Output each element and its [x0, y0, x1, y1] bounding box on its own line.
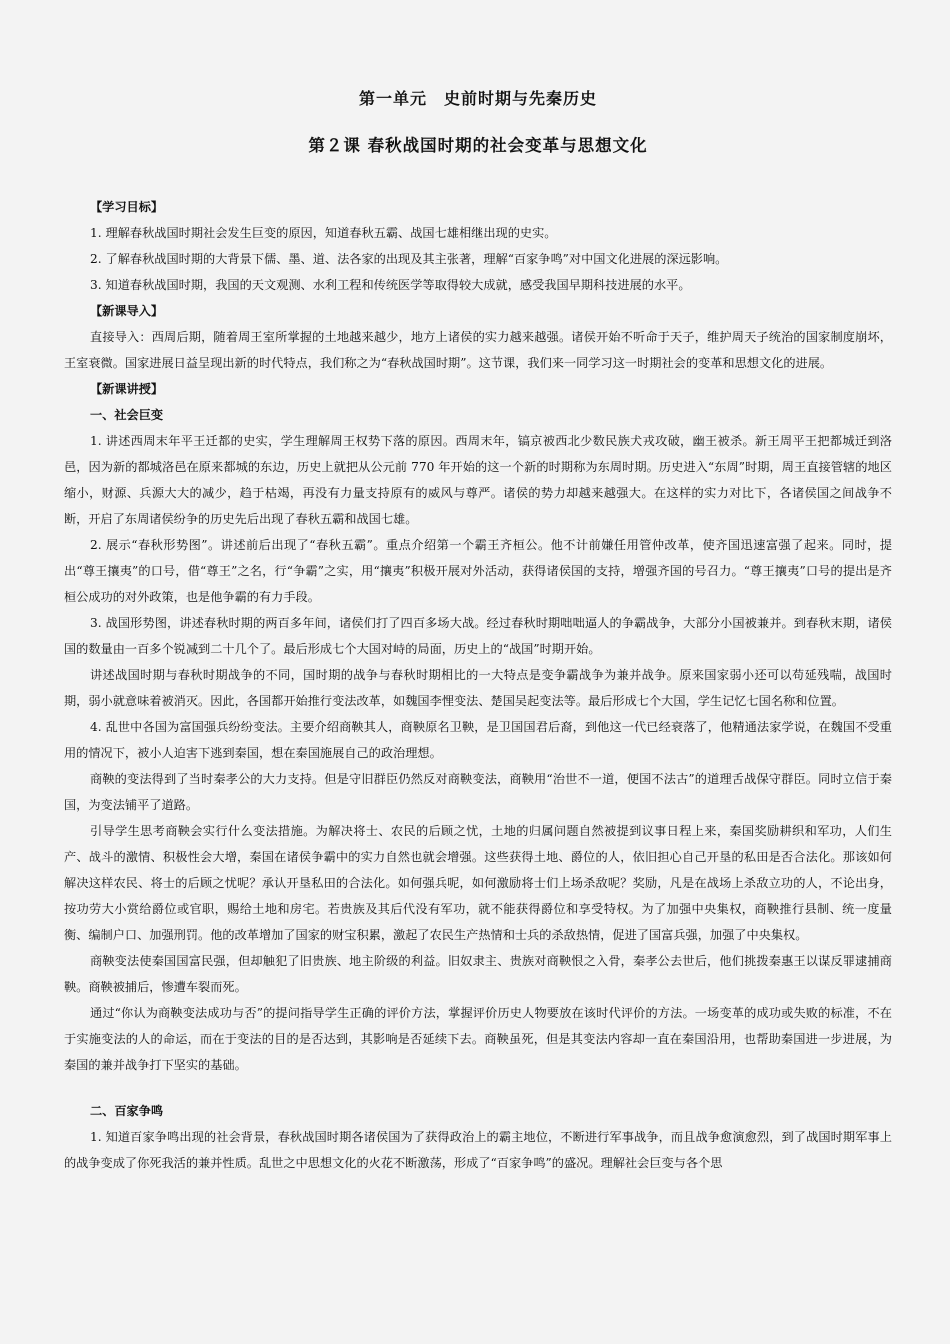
lesson-content: [64, 194, 892, 1176]
body-paragraph: 1. 讲述西周末年平王迁都的史实，学生理解周王权势下落的原因。西周末年，镐京被西北少数民族犬戎攻破，幽王被杀。新王周平王把都城迁到洛邑，因为新的都城洛邑在原来都城的东边，历史上就把从公元前 770 年开始的这一个新的时期称为东周时期。历史进入“东周”时期，周王直接管辖的地区缩小，财源、兵源大大的减少，趋于枯竭，再没有力量支持原有的威风与尊严。诸侯的势力却越来越强大。在这样的实力对比下，各诸侯国之间战争不断，开启了东周诸侯纷争的历史先后出现了春秋五霸和战国七雄。: [64, 434, 892, 526]
lecture-heading: 【新课讲授】: [90, 382, 164, 396]
lesson-title: 第２课 春秋战国时期的社会变革与思想文化: [308, 136, 648, 155]
part1-heading: 一、社会巨变: [90, 408, 164, 422]
intro-heading: 【新课导入】: [90, 304, 164, 318]
body-paragraph: 讲述战国时期与春秋时期战争的不同，国时期的战争与春秋时期相比的一大特点是变争霸战争为兼并战争。原来国家弱小还可以苟延残喘，战国时期，弱小就意味着被消灭。因此，各国都开始推行变法改革，如魏国李悝变法、楚国吴起变法等。最后形成七个大国，学生记忆七国名称和位置。: [64, 668, 892, 708]
unit-title: 第一单元 史前时期与先秦历史: [358, 89, 597, 108]
section-spacer: [64, 1078, 892, 1098]
part2-heading: 二、百家争鸣: [90, 1104, 164, 1118]
body-paragraph: 4. 乱世中各国为富国强兵纷纷变法。主要介绍商鞅其人，商鞅原名卫鞅，是卫国国君后裔，到他这一代已经衰落了，他精通法家学说，在魏国不受重用的情况下，被小人迫害下逃到秦国，想在秦国施展自己的政治理想。: [64, 720, 892, 760]
body-paragraph: 商鞅变法使秦国国富民强，但却触犯了旧贵族、地主阶级的利益。旧奴隶主、贵族对商鞅恨之入骨，秦孝公去世后，他们挑拨秦惠王以谋反罪逮捕商鞅。商鞅被捕后，惨遭车裂而死。: [64, 954, 892, 994]
objective-item: 3. 知道春秋战国时期，我国的天文观测、水利工程和传统医学等取得较大成就，感受我国早期科技进展的水平。: [90, 278, 691, 292]
body-paragraph: 3. 战国形势图，讲述春秋时期的两百多年间，诸侯们打了四百多场大战。经过春秋时期咄咄逼人的争霸战争，大部分小国被兼并。到春秋末期，诸侯国的数量由一百多个锐减到二十几个了。最后形成七个大国对峙的局面，历史上的“战国”时期开始。: [64, 616, 892, 656]
body-paragraph: 商鞅的变法得到了当时秦孝公的大力支持。但是守旧群臣仍然反对商鞅变法，商鞅用“治世不一道，便国不法古”的道理舌战保守群臣。同时立信于秦国，为变法铺平了道路。: [64, 772, 892, 812]
intro-paragraph: 直接导入：西周后期，随着周王室所掌握的土地越来越少，地方上诸侯的实力越来越强。诸侯开始不听命于天子，维护周天子统治的国家制度崩坏，王室衰微。国家进展日益呈现出新的时代特点，我们称之为“春秋战国时期”。这节课，我们来一同学习这一时期社会的变革和思想文化的进展。: [64, 330, 892, 370]
body-paragraph: 2. 展示“春秋形势图”。讲述前后出现了“春秋五霸”。重点介绍第一个霸王齐桓公。他不计前嫌任用管仲改革，使齐国迅速富强了起来。同时，提出“尊王攘夷”的口号，借“尊王”之名，行“争霸”之实，用“攘夷”积极开展对外活动，获得诸侯国的支持，增强齐国的号召力。“尊王攘夷”口号的提出是齐桓公成功的对外政策，也是他争霸的有力手段。: [64, 538, 892, 604]
body-paragraph: 引导学生思考商鞅会实行什么变法措施。为解决将士、农民的后顾之忧，土地的归属问题自然被提到议事日程上来，秦国奖励耕织和军功，人们生产、战斗的激情、积极性会大增，秦国在诸侯争霸中的实力自然也就会增强。这些获得土地、爵位的人，依旧担心自己开垦的私田是否合法化。那该如何解决这样农民、将士的后顾之忧呢？承认开垦私田的合法化。如何强兵呢，如何激励将士们上场杀敌呢？奖励，凡是在战场上杀敌立功的人，不论出身，按功劳大小赏给爵位或官职，赐给土地和房宅。若贵族及其后代没有军功，就不能获得爵位和享受特权。为了加强中央集权，商鞅推行县制、统一度量衡、编制户口、加强刑罚。他的改革增加了国家的财宝积累，激起了农民生产热情和士兵的杀敌热情，促进了国富兵强，加强了中央集权。: [64, 824, 892, 942]
objective-item: 1. 理解春秋战国时期社会发生巨变的原因，知道春秋五霸、战国七雄相继出现的史实。: [90, 226, 557, 240]
body-paragraph: 通过“你认为商鞅变法成功与否”的提问指导学生正确的评价方法，掌握评价历史人物要放在该时代评价的方法。一场变革的成功或失败的标准，不在于实施变法的人的命运，而在于变法的目的是否达到，其影响是否延续下去。商鞅虽死，但是其变法内容却一直在秦国沿用，也帮助秦国进一步进展，为秦国的兼并战争打下坚实的基础。: [64, 1006, 892, 1072]
objective-item: 2. 了解春秋战国时期的大背景下儒、墨、道、法各家的出现及其主张著，理解“百家争鸣”对中国文化进展的深远影响。: [90, 252, 728, 266]
body-paragraph: 1. 知道百家争鸣出现的社会背景，春秋战国时期各诸侯国为了获得政治上的霸主地位，不断进行军事战争，而且战争愈演愈烈，到了战国时期军事上的战争变成了你死我活的兼并性质。乱世之中思想文化的火花不断激荡，形成了“百家争鸣”的盛况。理解社会巨变与各个思: [64, 1130, 892, 1170]
objectives-heading: 【学习目标】: [90, 200, 164, 214]
